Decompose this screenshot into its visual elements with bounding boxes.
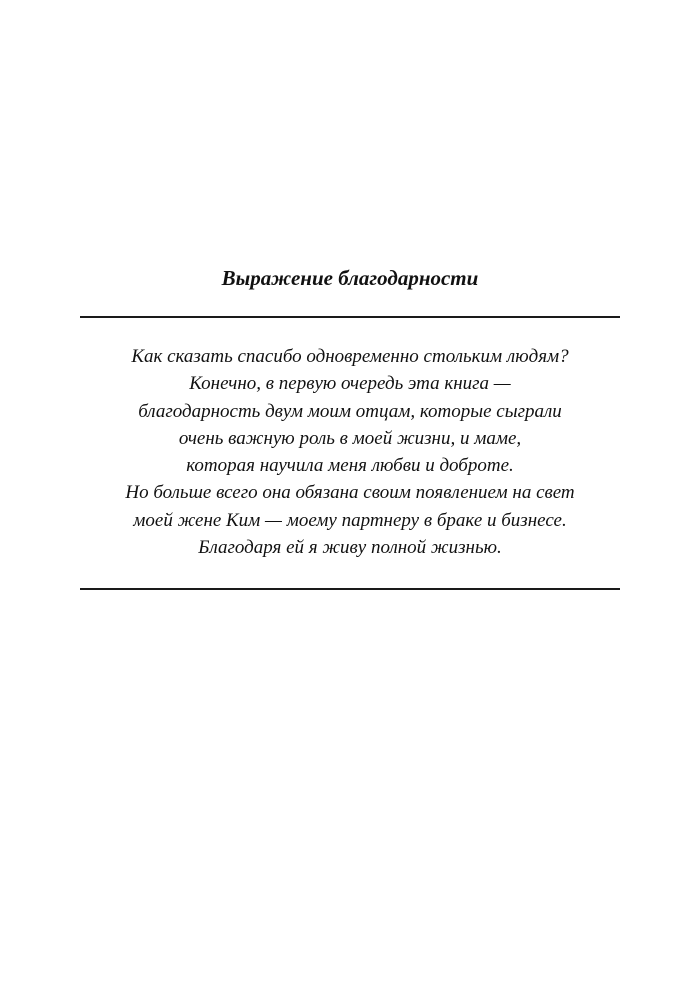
text-line: благодарность двум моим отцам, которые сыграли xyxy=(138,400,562,422)
text-line: моей жене Ким — моему партнеру в браке и бизнесе. xyxy=(133,509,567,531)
text-line: Как сказать спасибо одновременно стольким людям? xyxy=(131,346,569,367)
text-line: Но больше всего она обязана своим появлением на свет xyxy=(125,482,575,504)
text-line: Благодаря ей я живу полной жизнью. xyxy=(198,537,502,559)
acknowledgment-text xyxy=(80,343,620,561)
bottom-divider xyxy=(80,588,620,590)
text-line: Конечно, в первую очередь эта книга — xyxy=(189,373,511,395)
text-line: которая научила меня любви и доброте. xyxy=(186,455,514,477)
text-line: очень важную роль в моей жизни, и маме, xyxy=(178,427,522,449)
page-title: Выражение благодарности xyxy=(221,266,479,290)
top-divider xyxy=(80,316,620,318)
